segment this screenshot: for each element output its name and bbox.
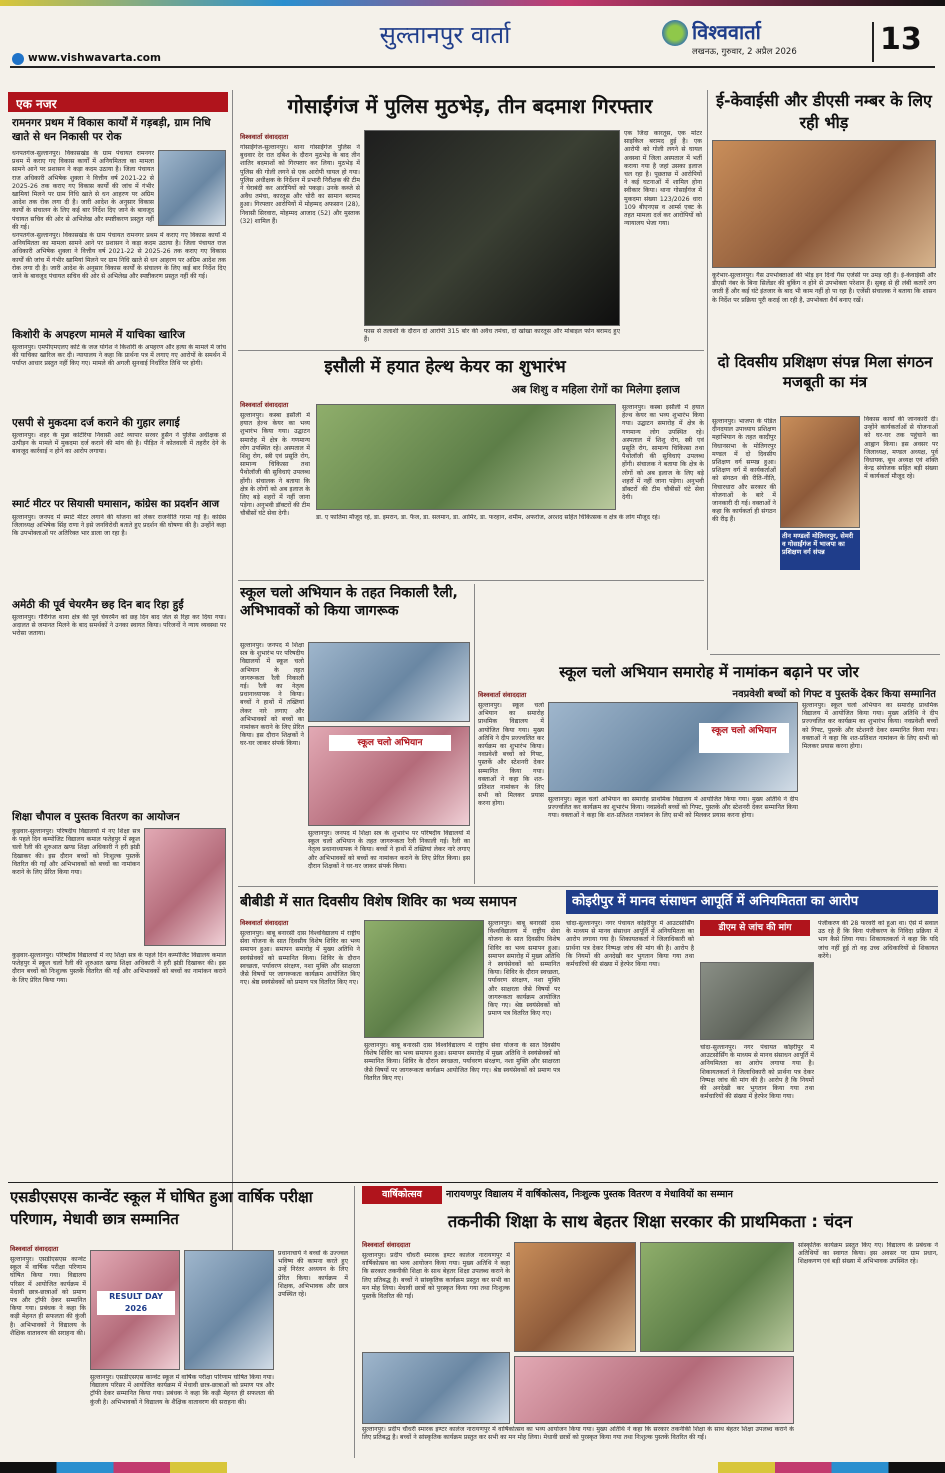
- brief-headline-6: शिक्षा चौपाल व पुस्तक वितरण का आयोजन: [12, 811, 180, 823]
- rally-divider: [238, 886, 938, 887]
- narayanpur-photo-1: [514, 1242, 636, 1352]
- ekyc-body: कूरेभार-सुल्तानपुर। गैस उपभोक्ताओं की भीड़ इन दिनों गैस एजेंसी पर उमड़ रही है। ई-केवाईसी और डीएसी नंबर के बिना सिलेंडर की बुकिंग न होने से उपभोक्ता परेशान हैं। सुबह से ही लंबी कतारें लग जाती हैं और कई घंटे इंतजार के बाद भी काम नहीं हो पा रहा है। एजेंसी संचालक ने बताया कि शासन के निर्देश पर प्रक्रिया पूरी कराई जा रही है, उपभोक्ता धैर्य बनाए रखें।: [712, 272, 936, 304]
- sds-body-3: सुल्तानपुर। एसडीएसएस कान्वेंट स्कूल में वार्षिक परीक्षा परिणाम घोषित किया गया। विद्यालय परिसर में आयोजित कार्यक्रम में मेधावी छात्र-छात्राओं को प्रमाण पत्र और ट्रॉफी देकर सम्मानित किया गया। प्रबंधक ने कहा कि कड़ी मेहनत ही सफलता की कुंजी है। अभिभावकों ने विद्यालय के शैक्षिक वातावरण की सराहना की।: [90, 1374, 274, 1406]
- rally1-photo-1: [308, 642, 470, 722]
- col-divider-right: [707, 90, 708, 650]
- sds-byline: विश्ववार्ता संवाददाता: [10, 1245, 59, 1253]
- hayat-caption: डा. ए फातिमा मौजूद रहे, डा. इमरान, डा. फैज, डा. सलमान, डा. आमिर, डा. फरहान, शमीम, अफरोज, अरशद सहित चिकित्सक व क्षेत्र के लोग मौजूद रहे।: [316, 514, 661, 521]
- training-divider: [710, 654, 940, 655]
- sds-photo-2: [184, 1250, 274, 1370]
- website-url[interactable]: www.vishwavarta.com: [28, 52, 161, 64]
- hayat-byline: विश्ववार्ता संवाददाता: [240, 401, 289, 409]
- hayat-body-2: सुल्तानपुर। कस्बा इसौली में हयात हेल्थ केयर का भव्य शुभारंभ किया गया। उद्घाटन समारोह में क्षेत्र के गणमान्य लोग उपस्थित रहे। अस्पताल में शिशु रोग, स्त्री एवं प्रसूति रोग, सामान्य चिकित्सा तथा पैथोलॉजी की सुविधाएं उपलब्ध होंगी। संचालक ने बताया कि क्षेत्र के लोगों को अब इलाज के लिए बड़े शहरों में नहीं जाना पड़ेगा। अनुभवी डॉक्टरों की टीम चौबीसों घंटे सेवा देगी।: [622, 404, 704, 502]
- ekyc-photo: [712, 140, 936, 268]
- narayanpur-headline: तकनीकी शिक्षा के साथ बेहतर शिक्षा सरकार की प्राथमिकता : चंदन: [447, 1212, 853, 1231]
- masthead: [0, 0, 945, 70]
- rally1-photo-2: [308, 726, 470, 826]
- brief-body-1b: धनपतगंज-सुल्तानपुर। विकासखंड के ग्राम पंचायत रामनगर प्रथम में कराए गए विकास कार्यों में अनियमितता का मामला सामने आने पर प्रशासन ने कड़ा कदम उठाया है। जिला पंचायत राज अधिकारी अभिषेक शुक्ला ने वित्तीय वर्ष 2021-22 से 2025-26 तक कराए गए विकास कार्यों की जांच में गंभीर खामियां मिलने पर ग्राम निधि खाते से धन आहरण पर अग्रिम आदेश तक रोक लगा दी है। जारी आदेश के अनुसार विकास कार्यों के संचालन के लिए कई बार निर्देश दिए जाने के बावजूद पंचायत सचिव की ओर से अभिलेख और स्पष्टीकरण प्रस्तुत नहीं की गई।: [12, 232, 226, 281]
- rally1-body: सुल्तानपुर। जनपद में शिक्षा सत्र के शुभारंभ पर परिषदीय विद्यालयों में स्कूल चलो अभियान के तहत जागरूकता रैली निकाली गई। रैली का नेतृत्व प्रधानाध्यापक ने किया। बच्चों ने हाथों में तख्तियां लेकर नारे लगाए और अभिभावकों को बच्चों का नामांकन कराने के लिए प्रेरित किया। इस दौरान शिक्षकों ने घर-घर जाकर संपर्क किया।: [240, 642, 304, 748]
- rally2-subheadline: नवप्रवेशी बच्चों को गिफ्ट व पुस्तकें देकर किया सम्मानित: [732, 689, 936, 700]
- bbd-headline: बीबीडी में सात दिवसीय विशेष शिविर का भव्य समापन: [240, 894, 517, 910]
- koiripur-headline: कोइरीपुर में मानव संसाधन आपूर्ति में अनियमितता का आरोप: [572, 894, 859, 909]
- rally2-headline: स्कूल चलो अभियान समारोह में नामांकन बढ़ाने पर जोर: [559, 663, 859, 681]
- result-day-banner: RESULT DAY 2026: [97, 1291, 175, 1315]
- col-divider-mid: [474, 584, 475, 884]
- lead-byline: विश्ववार्ता संवाददाता: [240, 133, 289, 141]
- brief-body-6: कुड़वार-सुल्तानपुर। परिषदीय विद्यालयों में नए शिक्षा सत्र के पहले दिन कम्पोजिट विद्यालय कमाल फतेहपुर में स्कूल चलो रैली की शुरुआत खण्ड शिक्षा अधिकारी ने हरी झंडी दिखाकर की। इस दौरान बच्चों को निःशुल्क पुस्तकें वितरित की गईं और अभिभावकों को बच्चों का नामांकन कराने के लिए प्रेरित किया गया।: [12, 828, 140, 877]
- bottom-divider: [8, 1182, 938, 1183]
- narayanpur-photo-2: [640, 1242, 794, 1352]
- narayanpur-body-3: सुल्तानपुर। प्रदीप चौधरी स्मारक इण्टर कालेज नारायणपुर में वार्षिकोत्सव का भव्य आयोजन किया गया। मुख्य अतिथि ने कहा कि सरकार तकनीकी शिक्षा के साथ बेहतर शिक्षा उपलब्ध कराने के लिए प्रतिबद्ध है। बच्चों ने सांस्कृतिक कार्यक्रम प्रस्तुत कर सभी का मन मोह लिया। मेधावी छात्रों को पुरस्कृत किया गया तथा निःशुल्क पुस्तकें वितरित की गईं।: [362, 1426, 794, 1442]
- hayat-subheadline: अब शिशु व महिला रोगों का मिलेगा इलाज: [511, 383, 680, 396]
- training-caption: तीन मण्डलों मोतिगरपुर, सेमरी व गोसाईंगंज में भाजपा का प्रशिक्षण वर्ग संपन्न: [780, 530, 860, 570]
- sds-body: सुल्तानपुर। एसडीएसएस कान्वेंट स्कूल में वार्षिक परीक्षा परिणाम घोषित किया गया। विद्यालय परिसर में आयोजित कार्यक्रम में मेधावी छात्र-छात्राओं को प्रमाण पत्र और ट्रॉफी देकर सम्मानित किया गया। प्रबंधक ने कहा कि कड़ी मेहनत ही सफलता की कुंजी है। अभिभावकों ने विद्यालय के शैक्षिक वातावरण की सराहना की।: [10, 1256, 86, 1337]
- hayat-photo: [316, 404, 616, 510]
- narayanpur-byline: विश्ववार्ता संवाददाता: [362, 1241, 411, 1249]
- sds-photo-1: [90, 1250, 180, 1370]
- ek-nazar-label: एक नजर: [16, 97, 57, 111]
- official-photo: [158, 150, 226, 226]
- ek-nazar-tag: [8, 92, 228, 112]
- ekyc-headline: ई-केवाईसी और डीएसी नम्बर के लिए रही भीड़: [716, 91, 932, 132]
- brief-headline-3: एसपी से मुकदमा दर्ज कराने की गुहार लगाई: [12, 417, 180, 429]
- rally1-body-2: सुल्तानपुर। जनपद में शिक्षा सत्र के शुभारंभ पर परिषदीय विद्यालयों में स्कूल चलो अभियान के तहत जागरूकता रैली निकाली गई। रैली का नेतृत्व प्रधानाध्यापक ने किया। बच्चों ने हाथों में तख्तियां लेकर नारे लगाए और अभिभावकों को बच्चों का नामांकन कराने के लिए प्रेरित किया। इस दौरान शिक्षकों ने घर-घर जाकर संपर्क किया।: [308, 830, 470, 870]
- training-body: सुल्तानपुर। भाजपा के पंडित दीनदयाल उपाध्याय प्रशिक्षण महाभियान के तहत कादीपुर विधानसभा के मोतिगरपुर मण्डल में दो दिवसीय प्रशिक्षण वर्ग सम्पन्न हुआ। प्रशिक्षण वर्ग में कार्यकर्ताओं को संगठन की रीति-नीति, विचारधारा और सरकार की योजनाओं के बारे में जानकारी दी गई। वक्ताओं ने कहा कि कार्यकर्ता ही संगठन की रीढ़ हैं।: [712, 418, 776, 524]
- training-body-2: विकास कार्यों की जानकारी दी। उन्होंने कार्यकर्ताओं से योजनाओं को घर-घर तक पहुंचाने का आह्वान किया। इस अवसर पर जिलाध्यक्ष, मण्डल अध्यक्ष, पूर्व विधायक, बूथ अध्यक्ष एवं शक्ति केन्द्र संयोजक सहित बड़ी संख्या में कार्यकर्ता मौजूद रहे।: [864, 416, 938, 481]
- narayanpur-body: सुल्तानपुर। प्रदीप चौधरी स्मारक इण्टर कालेज नारायणपुर में वार्षिकोत्सव का भव्य आयोजन किया गया। मुख्य अतिथि ने कहा कि सरकार तकनीकी शिक्षा के साथ बेहतर शिक्षा उपलब्ध कराने के लिए प्रतिबद्ध है। बच्चों ने सांस्कृतिक कार्यक्रम प्रस्तुत कर सभी का मन मोह लिया। मेधावी छात्रों को पुरस्कृत किया गया तथा निःशुल्क पुस्तकें वितरित की गईं।: [362, 1252, 510, 1301]
- brief-body-5: सुल्तानपुर। गौरीगंज थाना क्षेत्र की पूर्व चेयरमैन को छह दिन बाद जेल से रिहा कर दिया गया। अदालत से जमानत मिलने के बाद समर्थकों ने उनका स्वागत किया। परिजनों ने न्याय व्यवस्था पर भरोसा जताया।: [12, 614, 226, 638]
- bbd-body: सुल्तानपुर। बाबू बनारसी दास विश्वविद्यालय में राष्ट्रीय सेवा योजना के सात दिवसीय विशेष शिविर का भव्य समापन हुआ। समापन समारोह में मुख्य अतिथि ने स्वयंसेवकों को सम्मानित किया। शिविर के दौरान स्वच्छता, पर्यावरण संरक्षण, नशा मुक्ति और साक्षरता जैसे विषयों पर जागरूकता कार्यक्रम आयोजित किए गए। श्रेष्ठ स्वयंसेवकों को प्रमाण पत्र वितरित किए गए।: [240, 930, 360, 987]
- narayanpur-photo-4: [514, 1356, 794, 1424]
- lead-headline: गोसाईंगंज में पुलिस मुठभेड़, तीन बदमाश गिरफ्तार: [287, 94, 653, 118]
- bbd-body-2: सुल्तानपुर। बाबू बनारसी दास विश्वविद्यालय में राष्ट्रीय सेवा योजना के सात दिवसीय विशेष शिविर का भव्य समापन हुआ। समापन समारोह में मुख्य अतिथि ने स्वयंसेवकों को सम्मानित किया। शिविर के दौरान स्वच्छता, पर्यावरण संरक्षण, नशा मुक्ति और साक्षरता जैसे विषयों पर जागरूकता कार्यक्रम आयोजित किए गए। श्रेष्ठ स्वयंसेवकों को प्रमाण पत्र वितरित किए गए।: [488, 920, 560, 1018]
- koiripur-body-2: पंजीकरण की 28 फरवरी को हुआ था। ऐसे में सवाल उठ रहे हैं कि बिना पंजीकरण के निविदा प्रक्रिया में भाग कैसे लिया गया। शिकायतकर्ता ने कहा कि यदि जांच नहीं हुई तो वह उच्च अधिकारियों से शिकायत करेंगे।: [818, 920, 938, 960]
- page-title: सुल्तानपुर वार्ता: [379, 21, 511, 49]
- lead-photo-caption: फास से तलाशी के दौरान दो आरोपी 315 बोर की अवैध तमंचा, दो खोखा कारतूस और मोबाइल फोन बरामद हुए हैं।: [364, 328, 620, 344]
- sds-body-2: प्रधानाचार्य ने बच्चों के उज्ज्वल भविष्य की कामना करते हुए उन्हें निरंतर अध्ययन के लिए प्रेरित किया। कार्यक्रम में शिक्षक, अभिभावक और छात्र उपस्थित रहे।: [278, 1250, 348, 1299]
- globe-icon: [12, 53, 24, 65]
- hayat-body: सुल्तानपुर। कस्बा इसौली में हयात हेल्थ केयर का भव्य शुभारंभ किया गया। उद्घाटन समारोह में क्षेत्र के गणमान्य लोग उपस्थित रहे। अस्पताल में शिशु रोग, स्त्री एवं प्रसूति रोग, सामान्य चिकित्सा तथा पैथोलॉजी की सुविधाएं उपलब्ध होंगी। संचालक ने बताया कि क्षेत्र के लोगों को अब इलाज के लिए बड़े शहरों में नहीं जाना पड़ेगा। अनुभवी डॉक्टरों की टीम चौबीसों घंटे सेवा देगी।: [240, 412, 310, 518]
- koiripur-body-3: चांदा-सुल्तानपुर। नगर पंचायत कोइरीपुर में आउटसोर्सिंग के माध्यम से मानव संसाधन आपूर्ति में अनियमितता का आरोप लगाया गया है। शिकायतकर्ता ने जिलाधिकारी को प्रार्थना पत्र देकर निष्पक्ष जांच की मांग की है। आरोप है कि नियमों की अनदेखी कर भुगतान किया गया तथा कर्मचारियों की संख्या में हेरफेर किया गया।: [700, 1044, 814, 1101]
- masthead-rule: [10, 66, 935, 68]
- rally2-body: सुल्तानपुर। स्कूल चलो अभियान का समारोह प्राथमिक विद्यालय में आयोजित किया गया। मुख्य अतिथि ने दीप प्रज्ज्वलित कर कार्यक्रम का शुभारंभ किया। नवप्रवेशी बच्चों को गिफ्ट, पुस्तकें और स्टेशनरी देकर सम्मानित किया गया। वक्ताओं ने कहा कि शत-प्रतिशत नामांकन के लिए सभी को मिलकर प्रयास करना होगा।: [478, 702, 544, 808]
- brief-body-1: धनपतगंज-सुल्तानपुर। विकासखंड के ग्राम पंचायत रामनगर प्रथम में कराए गए विकास कार्यों में अनियमितता का मामला सामने आने पर प्रशासन ने कड़ा कदम उठाया है। जिला पंचायत राज अधिकारी अभिषेक शुक्ला ने वित्तीय वर्ष 2021-22 से 2025-26 तक कराए गए विकास कार्यों की जांच में गंभीर खामियां मिलने पर ग्राम निधि खाते से धन आहरण पर अग्रिम आदेश तक रोक लगा दी है। जारी आदेश के अनुसार विकास कार्यों के संचालन के लिए कई बार निर्देश दिए जाने के बावजूद पंचायत सचिव की ओर से अभिलेख और स्पष्टीकरण प्रस्तुत नहीं की गई।: [12, 150, 154, 230]
- hayat-headline: इसौली में हयात हेल्थ केयर का शुभारंभ: [324, 357, 566, 377]
- lead-side-body: एक जिंदा कारतूस, एक मोटर साइकिल बरामद हुई है। एक आरोपी को गोली लगने से घायल अवस्था में जिला अस्पताल में भर्ती कराया गया है जहां उसका इलाज चल रहा है। पूछताछ में आरोपियों ने कई घटनाओं में शामिल होना स्वीकार किया। थाना गोसाईंगंज में मुकदमा संख्या 123/2026 धारा 109 बीएनएस व आर्म्स एक्ट के तहत मामला दर्ज कर आरोपियों को न्यायालय भेजा गया।: [624, 130, 702, 228]
- narayanpur-strap: नारायणपुर विद्यालय में वार्षिकोत्सव, निःशुल्क पुस्तक वितरण व मेधावियों का सम्मान: [446, 1189, 733, 1200]
- color-strip: [0, 0, 945, 6]
- header-divider: [872, 22, 874, 62]
- brief-headline-2: किशोरी के अपहरण मामले में याचिका खारिज: [12, 329, 185, 341]
- narayanpur-photo-3: [362, 1352, 510, 1424]
- school-rally-photo: [144, 828, 226, 946]
- rally2-body-2: सुल्तानपुर। स्कूल चलो अभियान का समारोह प्राथमिक विद्यालय में आयोजित किया गया। मुख्य अतिथि ने दीप प्रज्ज्वलित कर कार्यक्रम का शुभारंभ किया। नवप्रवेशी बच्चों को गिफ्ट, पुस्तकें और स्टेशनरी देकर सम्मानित किया गया। वक्ताओं ने कहा कि शत-प्रतिशत नामांकन के लिए सभी को मिलकर प्रयास करना होगा।: [802, 702, 938, 751]
- bbd-photo: [364, 920, 484, 1038]
- brand-name: विश्ववार्ता: [692, 20, 761, 44]
- rally2-byline: विश्ववार्ता संवाददाता: [478, 691, 527, 699]
- lead-body: गोसाईंगंज-सुल्तानपुर। थाना गोसाईंगंज पुलिस ने बुधवार देर रात दबिश के दौरान मुठभेड़ के बाद तीन शातिर बदमाशों को गिरफ्तार कर लिया। मुठभेड़ में पुलिस की गोली लगने से एक आरोपी घायल हो गया। पुलिस अधीक्षक के निर्देशन में प्रभारी निरीक्षक की टीम ने घेराबंदी कर आरोपियों को पकड़ा। उनके कब्जे से अवैध तमंचा, कारतूस और चोरी का सामान बरामद हुआ। गिरफ्तार आरोपियों में मोहम्मद अफसान (28), निवासी सिरवारा, मोहम्मद आजाद (52) और मुस्ताक (32) शामिल हैं।: [240, 144, 360, 225]
- lead-photo: [364, 130, 620, 326]
- koiripur-body: चांदा-सुल्तानपुर। नगर पंचायत कोइरीपुर में आउटसोर्सिंग के माध्यम से मानव संसाधन आपूर्ति में अनियमितता का आरोप लगाया गया है। शिकायतकर्ता ने जिलाधिकारी को प्रार्थना पत्र देकर निष्पक्ष जांच की मांग की है। आरोप है कि नियमों की अनदेखी कर भुगतान किया गया तथा कर्मचारियों की संख्या में हेरफेर किया गया।: [566, 920, 694, 969]
- rally1-banner: स्कूल चलो अभियान: [329, 735, 451, 751]
- hayat-divider: [238, 580, 704, 581]
- bbd-body-3: सुल्तानपुर। बाबू बनारसी दास विश्वविद्यालय में राष्ट्रीय सेवा योजना के सात दिवसीय विशेष शिविर का भव्य समापन हुआ। समापन समारोह में मुख्य अतिथि ने स्वयंसेवकों को सम्मानित किया। शिविर के दौरान स्वच्छता, पर्यावरण संरक्षण, नशा मुक्ति और साक्षरता जैसे विषयों पर जागरूकता कार्यक्रम आयोजित किए गए। श्रेष्ठ स्वयंसेवकों को प्रमाण पत्र वितरित किए गए।: [364, 1042, 560, 1082]
- brief-headline-4: स्मार्ट मीटर पर सियासी घमासान, कांग्रेस का प्रदर्शन आज: [12, 499, 220, 510]
- left-column: [8, 92, 228, 1252]
- rally1-headline: स्कूल चलो अभियान के तहत निकाली रैली, अभिभावकों को किया जागरूक: [240, 585, 458, 619]
- lead-divider: [238, 350, 704, 351]
- brief-headline-1: रामनगर प्रथम में विकास कार्यों में गड़बड़ी, ग्राम निधि खाते से धन निकासी पर रोक: [12, 117, 211, 143]
- narayanpur-tag: वार्षिकोत्सव: [362, 1186, 442, 1204]
- brand-logo-icon: [662, 20, 688, 46]
- brief-body-6b: कुड़वार-सुल्तानपुर। परिषदीय विद्यालयों में नए शिक्षा सत्र के पहले दिन कम्पोजिट विद्यालय कमाल फतेहपुर में स्कूल चलो रैली की शुरुआत खण्ड शिक्षा अधिकारी ने हरी झंडी दिखाकर की। इस दौरान बच्चों को निःशुल्क पुस्तकें वितरित की गईं और अभिभावकों को बच्चों का नामांकन कराने के लिए प्रेरित किया गया।: [12, 952, 226, 984]
- koiripur-box: डीएम से जांच की मांग: [700, 920, 810, 936]
- brief-body-3: सुल्तानपुर। शहर के मुन्ना कांटेरिया निवासी आटे व्यापार सरवर हुसैन ने पुलिस अधीक्षक से उत्पीड़न के मामले में मुकदमा दर्ज कराने की मांग की है। पीड़ित ने कोतवाली में तहरीर देने के बावजूद कार्रवाई न होने का आरोप लगाया।: [12, 432, 226, 456]
- koiripur-header: [566, 890, 938, 914]
- page-number: 13: [880, 22, 922, 57]
- bottom-col-divider: [354, 1186, 355, 1458]
- bbd-byline: विश्ववार्ता संवाददाता: [240, 919, 289, 927]
- footer-strip: [0, 1462, 945, 1473]
- brief-headline-5: अमेठी की पूर्व चेयरमैन छह दिन बाद रिहा हुईं: [12, 599, 184, 611]
- koiripur-photo: [700, 962, 814, 1040]
- training-headline: दो दिवसीय प्रशिक्षण संपन्न मिला संगठन मजबूती का मंत्र: [717, 353, 933, 391]
- brief-body-2: सुल्तानपुर। एमपीएमएलए कोर्ट के जज योगेश ने किशोरी के अपहरण और हत्या के मामले में जांच की याचिका खारिज कर दी। न्यायालय ने कहा कि प्रार्थना पत्र में लगाए गए आरोपों के समर्थन में पर्याप्त आधार प्रस्तुत नहीं किए गए। मामले की अगली सुनवाई निर्धारित तिथि पर होगी।: [12, 344, 226, 368]
- dateline: लखनऊ, गुरुवार, 2 अप्रैल 2026: [692, 47, 797, 57]
- brief-body-4: सुल्तानपुर। जनपद में स्मार्ट मीटर लगाने की योजना को लेकर राजनीति गरमा गई है। कांग्रेस जिलाध्यक्ष अभिषेक सिंह राणा ने इसे जनविरोधी बताते हुए प्रदर्शन की घोषणा की है। उन्होंने कहा कि उपभोक्ताओं पर अतिरिक्त भार डाला जा रहा है।: [12, 514, 226, 538]
- rally2-photo-1: [548, 702, 798, 792]
- left-column-divider: [232, 90, 233, 1250]
- training-photo: [780, 416, 860, 528]
- rally2-body-3: सुल्तानपुर। स्कूल चलो अभियान का समारोह प्राथमिक विद्यालय में आयोजित किया गया। मुख्य अतिथि ने दीप प्रज्ज्वलित कर कार्यक्रम का शुभारंभ किया। नवप्रवेशी बच्चों को गिफ्ट, पुस्तकें और स्टेशनरी देकर सम्मानित किया गया। वक्ताओं ने कहा कि शत-प्रतिशत नामांकन के लिए सभी को मिलकर प्रयास करना होगा।: [548, 796, 798, 820]
- rally2-banner: स्कूल चलो अभियान: [699, 723, 789, 753]
- sds-headline: एसडीएसएस कान्वेंट स्कूल में घोषित हुआ वार्षिक परीक्षा परिणाम, मेधावी छात्र सम्मानित: [10, 1188, 313, 1228]
- narayanpur-body-2: सांस्कृतिक कार्यक्रम प्रस्तुत किए गए। विद्यालय के प्रबंधक ने अतिथियों का स्वागत किया। इस अवसर पर ग्राम प्रधान, शिक्षकगण एवं बड़ी संख्या में अभिभावक उपस्थित रहे।: [798, 1242, 938, 1266]
